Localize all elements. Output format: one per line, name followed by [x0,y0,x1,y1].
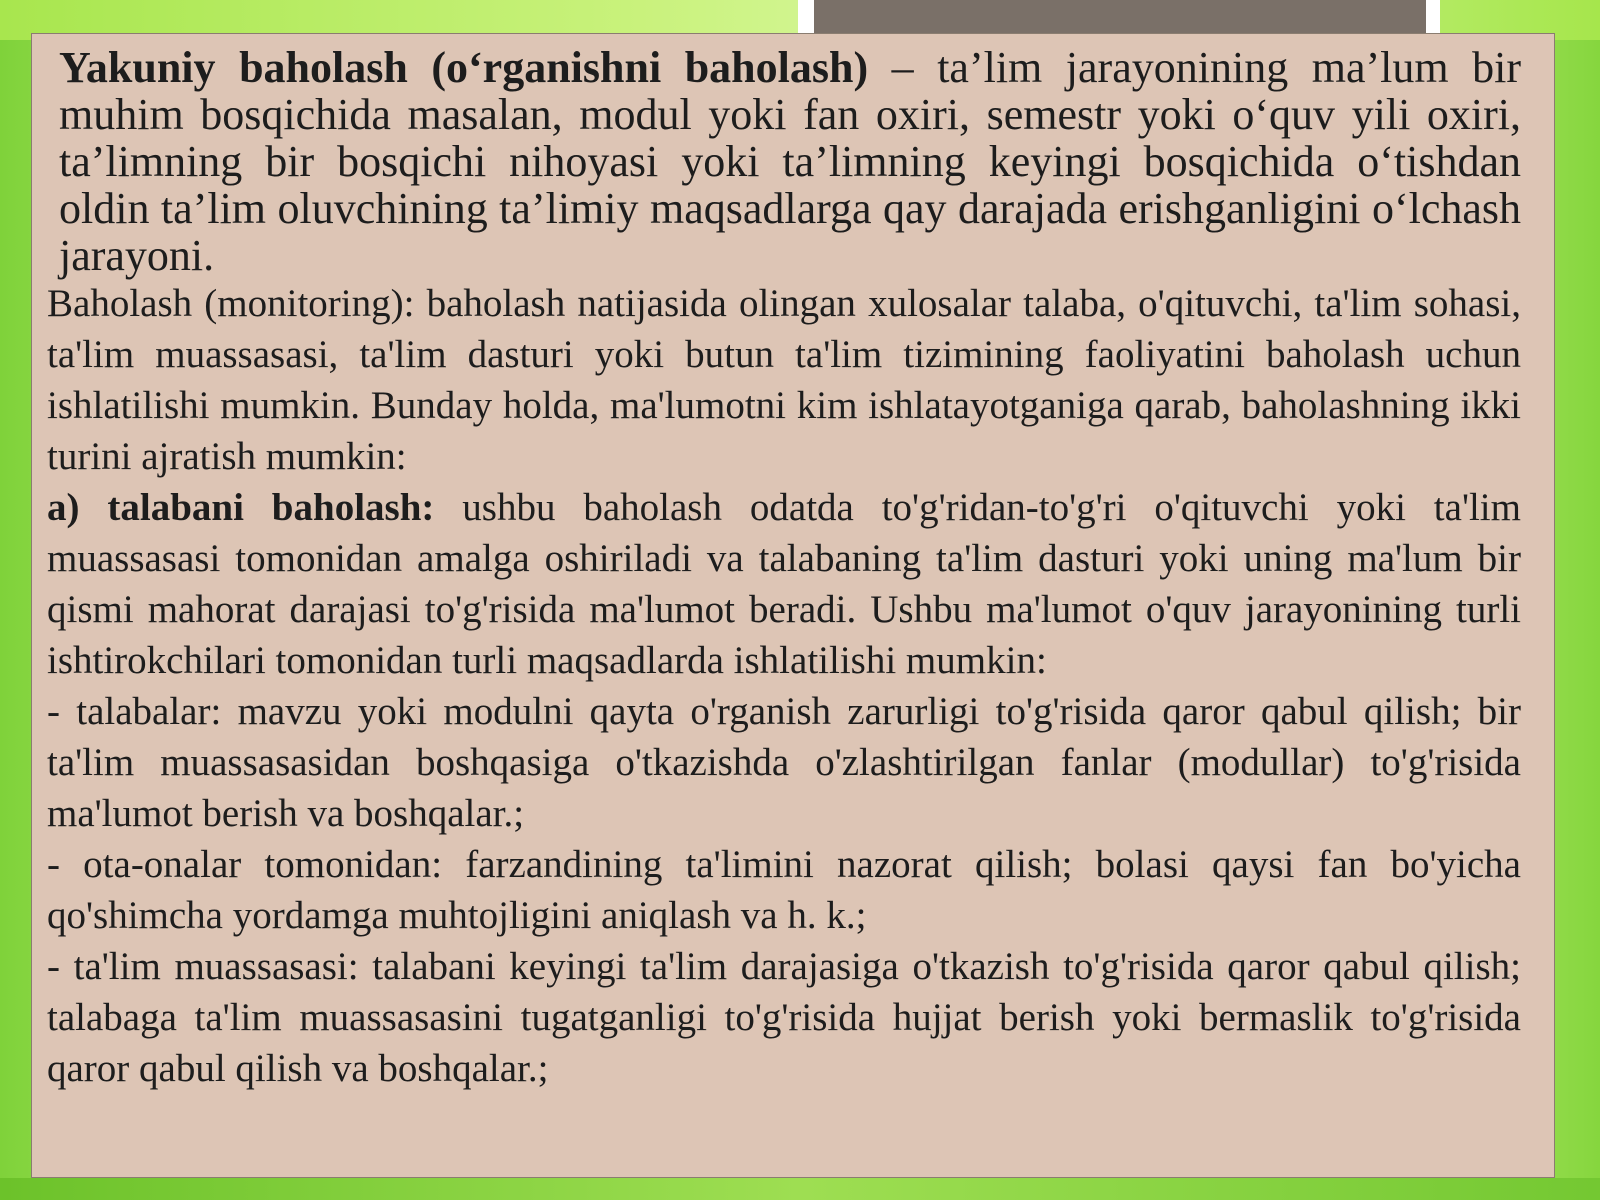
bullet-institution: - ta'lim muassasasi: talabani keyingi ta'lim darajasiga o'tkazish to'g'risida qaror qabul qilish; talabaga ta'lim muassasasini tugatganligi to'g'risida hujjat berish yoki bermaslik to'g'risida qaror qabul qilish va boshqalar.; [47,945,1521,1090]
section-a-label: a) talabani baholash: [47,486,435,529]
bottom-green-band [0,1178,1600,1200]
title-bar [814,0,1426,34]
intro-term: Yakuniy baholash (o‘rganishni baholash) [59,43,869,92]
section-a-text: ushbu baholash odatda to'g'ridan-to'g'ri o'qituvchi yoki ta'lim muassasasi tomonidan amalga oshiriladi va talabaning ta'lim dasturi yoki uning ma'lum bir qismi mahorat darajasi to'g'risida ma'lumot beradi. Ushbu ma'lumot o'quv jarayonining turli ishtirokchilari tomonidan turli maqsadlarda ishlatilishi mumkin: [47,486,1521,682]
section-a-paragraph [47,482,1521,686]
monitoring-paragraph: Baholash (monitoring): baholash natijasida olingan xulosalar talaba, o'qituvchi, ta'lim sohasi, ta'lim muassasasi, ta'lim dasturi yoki butun ta'lim tizimining faoliyatini baholash uchun ishlatilishi mumkin. Bunday holda, ma'lumotni kim ishlatayotganiga qarab, baholashning ikki turini ajratish mumkin: [47,282,1521,478]
bullet-students: - talabalar: mavzu yoki modulni qayta o'rganish zarurligi to'g'risida qaror qabul qilish; bir ta'lim muassasasidan boshqasiga o'tkazishda o'zlashtirilgan fanlar (modullar) to'g'risida ma'lumot berish va boshqalar.; [47,690,1521,835]
intro-definition: – ta’lim jarayonining ma’lum bir muhim bosqichida masalan, modul yoki fan oxiri, semestr yoki o‘quv yili oxiri, ta’limning bir bosqichi nihoyasi yoki ta’limning keyingi bosqichida o‘tishdan oldin ta’lim oluvchining ta’limiy maqsadlarga qay darajada erishganligini o‘lchash jarayoni. [59,43,1521,280]
content-panel [31,33,1555,1178]
main-text [47,278,1521,1094]
bullet-parents: - ota-onalar tomonidan: farzandining ta'limini nazorat qilish; bolasi qaysi fan bo'yicha qo'shimcha yordamga muhtojligini aniqlash va h. k.; [47,843,1521,937]
intro-paragraph [59,44,1521,279]
